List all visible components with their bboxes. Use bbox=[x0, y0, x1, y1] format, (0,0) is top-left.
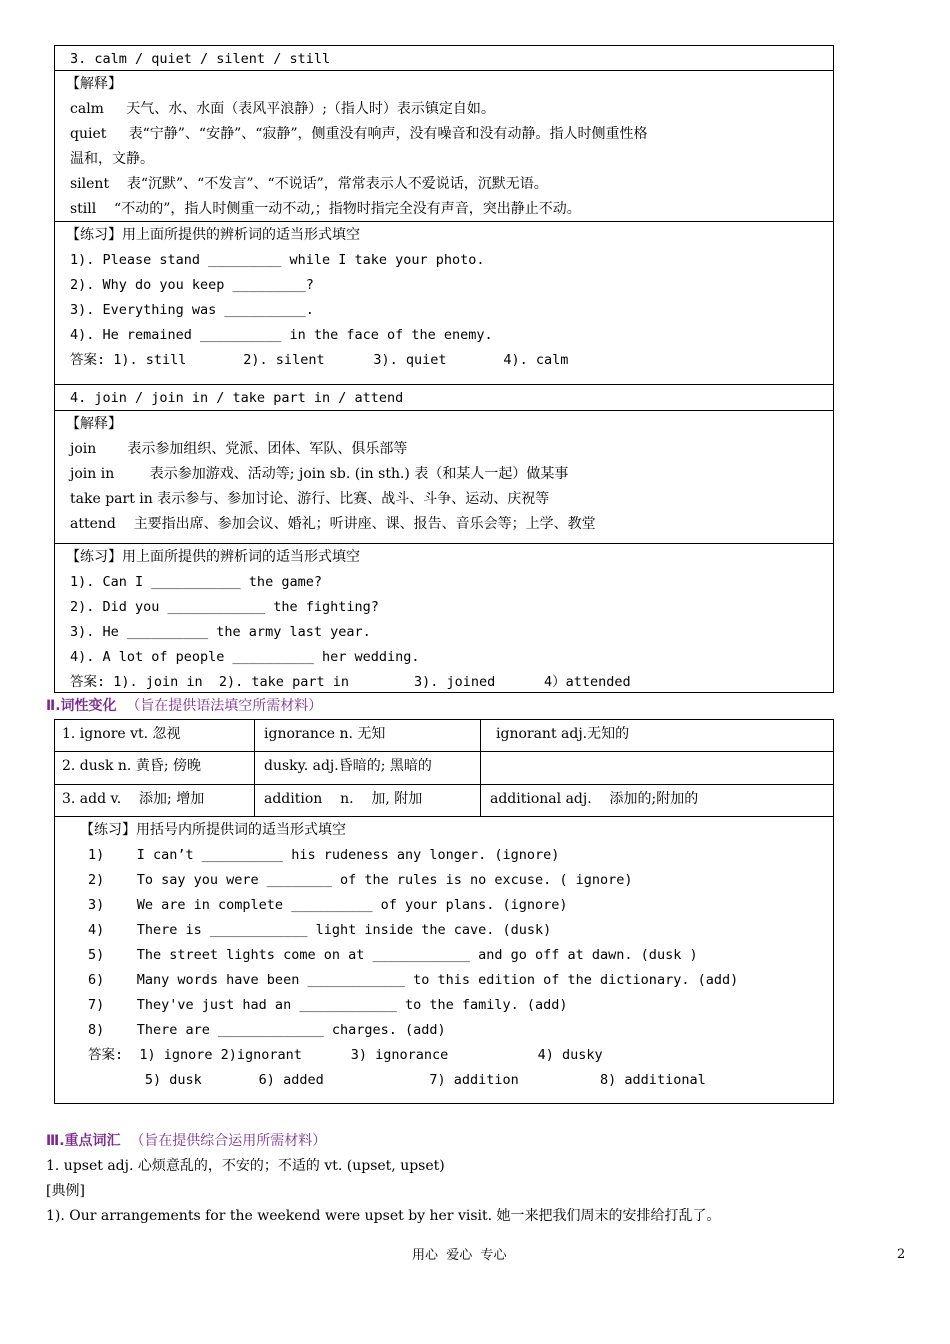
word-form-cell: 1. ignore vt. 忽视 bbox=[62, 726, 181, 742]
row-divider bbox=[54, 543, 834, 544]
col-divider bbox=[254, 719, 255, 816]
section3-practice-line: 4). He remained __________ in the face of the enemy. bbox=[70, 327, 493, 343]
part2-heading-text: Ⅱ.词性变化 bbox=[46, 698, 117, 714]
part2-subheading: （旨在提供语法填空所需材料） bbox=[126, 698, 323, 714]
section4-answer: 答案: 1). join in 2). take part in 3). joined 4）attended bbox=[70, 674, 631, 690]
row-divider bbox=[54, 816, 834, 817]
part3-line: 1). Our arrangements for the weekend were upset by her visit. 她一来把我们周末的安排给打乱了。 bbox=[46, 1208, 721, 1224]
section4-title: 4. join / join in / take part in / attend bbox=[70, 390, 404, 406]
word-form-cell: addition n. 加, 附加 bbox=[264, 791, 423, 807]
section4-expl-line: attend 主要指出席、参加会议、婚礼；听讲座、课、报告、音乐会等；上学、教堂 bbox=[70, 516, 596, 532]
part2-practice-line: 5) The street lights come on at ____________ and go off at dawn. (dusk ) bbox=[88, 947, 698, 963]
section3-practice-line: 【练习】用上面所提供的辨析词的适当形式填空 bbox=[66, 227, 360, 243]
section3-expl-label: 【解释】 bbox=[66, 76, 122, 92]
part2-practice-line: 3) We are in complete __________ of your plans. (ignore) bbox=[88, 897, 568, 913]
section4-practice-line: 3). He __________ the army last year. bbox=[70, 624, 371, 640]
section3-title: 3. calm / quiet / silent / still bbox=[70, 51, 331, 67]
section4-practice-line: 2). Did you ____________ the fighting? bbox=[70, 599, 379, 615]
part3-heading-text: Ⅲ.重点词汇 bbox=[46, 1133, 121, 1149]
section3-expl-line: quiet 表“宁静”、“安静”、“寂静”，侧重没有响声，没有噪音和没有动静。指人时侧重性格 bbox=[70, 126, 648, 142]
page-number: 2 bbox=[897, 1247, 906, 1262]
part2-practice-line: 2) To say you were ________ of the rules is no excuse. ( ignore) bbox=[88, 872, 633, 888]
part2-heading bbox=[46, 697, 322, 715]
part3-subheading: （旨在提供综合运用所需材料） bbox=[130, 1133, 327, 1149]
section3-expl-line: silent 表“沉默”、“不发言”、“不说话”，常常表示人不爱说话，沉默无语。 bbox=[70, 176, 548, 192]
part2-practice-line: 4) There is ____________ light inside the cave. (dusk) bbox=[88, 922, 552, 938]
word-form-cell: dusky. adj.昏暗的; 黑暗的 bbox=[264, 758, 432, 774]
part2-practice-label: 【练习】用括号内所提供词的适当形式填空 bbox=[80, 822, 346, 838]
part2-answer: 5) dusk 6) added 7) addition 8) additional bbox=[88, 1072, 706, 1088]
section4-practice-line: 【练习】用上面所提供的辨析词的适当形式填空 bbox=[66, 549, 360, 565]
part2-answer: 答案: 1) ignore 2)ignorant 3) ignorance 4) dusky bbox=[88, 1047, 603, 1063]
word-form-cell: additional adj. 添加的;附加的 bbox=[490, 791, 699, 807]
word-form-cell: 3. add v. 添加; 增加 bbox=[62, 791, 205, 807]
word-form-cell: ignorant adj.无知的 bbox=[496, 726, 630, 742]
section4-expl-line: join in 表示参加游戏、活动等; join sb. (in sth.) 表（和某人一起）做某事 bbox=[70, 466, 569, 482]
row-divider bbox=[54, 221, 834, 222]
section3-practice-line: 2). Why do you keep _________? bbox=[70, 277, 314, 293]
footer-motto: 用心 爱心 专心 bbox=[412, 1248, 507, 1263]
section3-answer: 答案: 1). still 2). silent 3). quiet 4). calm bbox=[70, 352, 569, 368]
section4-expl-line: take part in 表示参与、参加讨论、游行、比赛、战斗、斗争、运动、庆祝等 bbox=[70, 491, 550, 507]
part2-practice-line: 8) There are _____________ charges. (add) bbox=[88, 1022, 446, 1038]
section4-expl-label: 【解释】 bbox=[66, 416, 122, 432]
part3-line: 1. upset adj. 心烦意乱的，不安的；不适的 vt. (upset, upset) bbox=[46, 1158, 445, 1174]
row-divider bbox=[54, 70, 834, 71]
part3-heading bbox=[46, 1132, 326, 1150]
section4-practice-line: 1). Can I ___________ the game? bbox=[70, 574, 322, 590]
section3-expl-line: calm 天气、水、水面（表风平浪静）;（指人时）表示镇定自如。 bbox=[70, 101, 495, 117]
part2-practice-line: 6) Many words have been ____________ to this edition of the dictionary. (add) bbox=[88, 972, 739, 988]
word-form-cell: 2. dusk n. 黄昏; 傍晚 bbox=[62, 758, 201, 774]
word-form-cell: ignorance n. 无知 bbox=[264, 726, 386, 742]
col-divider bbox=[480, 719, 481, 816]
row-divider bbox=[54, 410, 834, 411]
part2-practice-line: 1) I can’t __________ his rudeness any longer. (ignore) bbox=[88, 847, 560, 863]
part3-line: [典例] bbox=[46, 1183, 85, 1199]
section3-practice-line: 3). Everything was __________. bbox=[70, 302, 314, 318]
part2-practice-line: 7) They've just had an ____________ to the family. (add) bbox=[88, 997, 568, 1013]
section4-expl-line: join 表示参加组织、党派、团体、军队、俱乐部等 bbox=[70, 441, 408, 457]
row-divider bbox=[54, 784, 834, 785]
row-divider bbox=[54, 384, 834, 385]
section3-expl-line: 温和，文静。 bbox=[70, 151, 154, 167]
section3-expl-line: still “不动的”，指人时侧重一动不动,；指物时指完全没有声音，突出静止不动。 bbox=[70, 201, 581, 217]
row-divider bbox=[54, 751, 834, 752]
section4-practice-line: 4). A lot of people __________ her wedding. bbox=[70, 649, 420, 665]
section3-practice-line: 1). Please stand _________ while I take your photo. bbox=[70, 252, 485, 268]
